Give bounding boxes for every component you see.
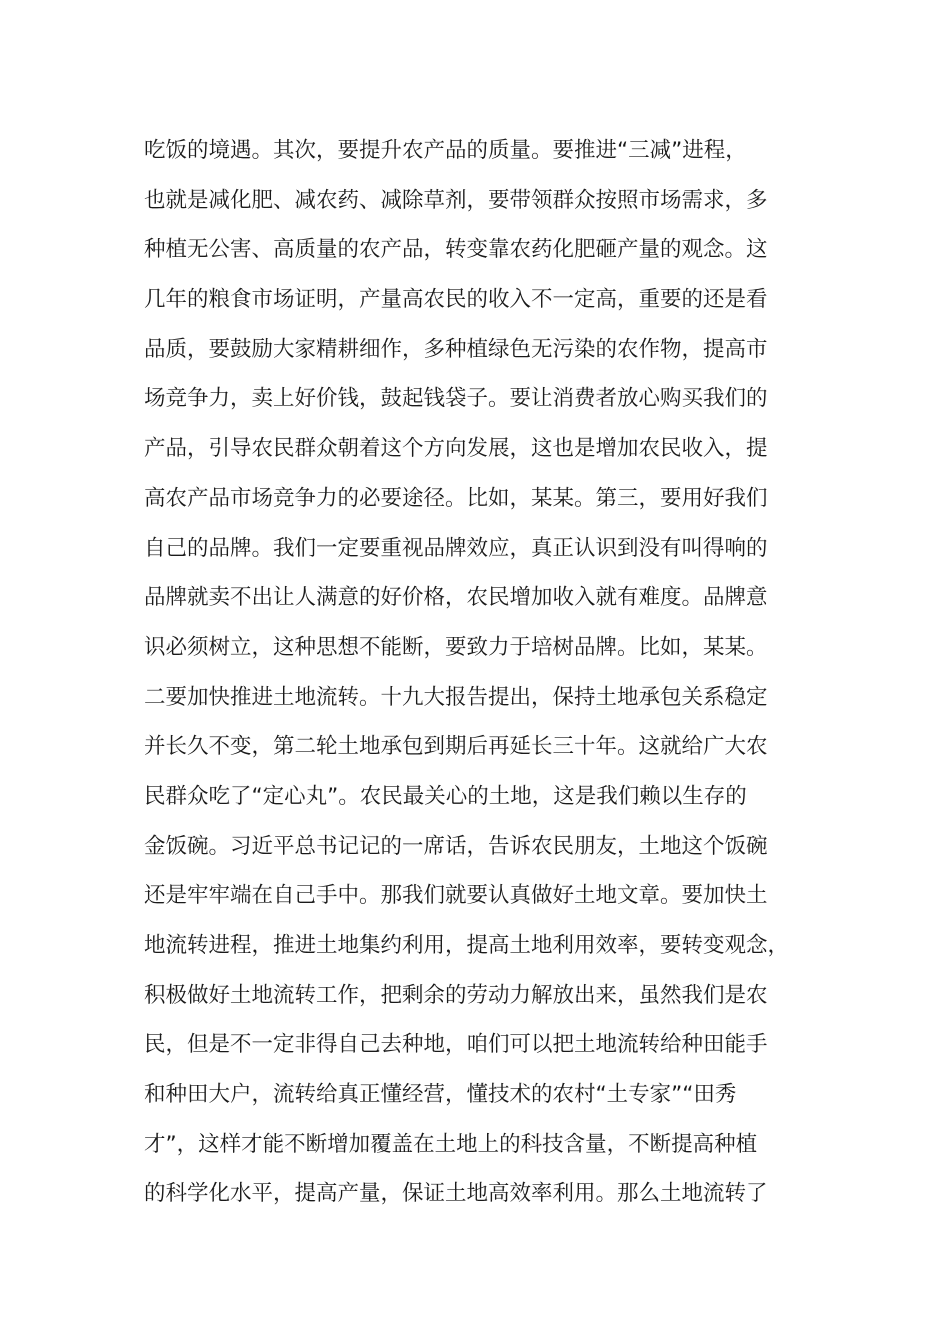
- text-line: 还是牢牢端在自己手中。那我们就要认真做好土地文章。要加快土: [144, 883, 768, 909]
- text-line: 民群众吃了“定心丸”。农民最关心的土地，这是我们赖以生存的: [144, 783, 747, 809]
- text-line: 地流转进程，推进土地集约利用，提高土地利用效率，要转变观念，: [144, 933, 790, 958]
- text-line: 积极做好土地流转工作，把剩余的劳动力解放出来，虽然我们是农: [144, 982, 768, 1008]
- text-line: 品牌就卖不出让人满意的好价格，农民增加收入就有难度。品牌意: [144, 585, 768, 611]
- text-line: 也就是减化肥、减农药、减除草剂，要带领群众按照市场需求，多: [144, 187, 768, 213]
- text-line: 几年的粮食市场证明，产量高农民的收入不一定高，重要的还是看: [144, 287, 768, 313]
- text-line: 场竞争力，卖上好价钱，鼓起钱袋子。要让消费者放心购买我们的: [144, 386, 768, 412]
- text-line: 种植无公害、高质量的农产品，转变靠农药化肥砸产量的观念。这: [144, 237, 768, 263]
- text-line: 二要加快推进土地流转。十九大报告提出，保持土地承包关系稳定: [144, 684, 768, 710]
- text-line: 吃饭的境遇。其次，要提升农产品的质量。要推进“三减”进程，: [144, 138, 747, 163]
- text-line: 自己的品牌。我们一定要重视品牌效应，真正认识到没有叫得响的: [144, 535, 768, 561]
- text-line: 并长久不变，第二轮土地承包到期后再延长三十年。这就给广大农: [144, 734, 768, 760]
- text-line: 才”，这样才能不断增加覆盖在土地上的科技含量，不断提高种植: [144, 1131, 758, 1157]
- text-line: 高农产品市场竞争力的必要途径。比如，某某。第三，要用好我们: [144, 485, 768, 511]
- text-line: 和种田大户，流转给真正懂经营，懂技术的农村“土专家”“田秀: [144, 1082, 737, 1108]
- text-line: 产品，引导农民群众朝着这个方向发展，这也是增加农民收入，提: [144, 436, 768, 462]
- text-line: 识必须树立，这种思想不能断，要致力于培树品牌。比如，某某。: [144, 634, 768, 660]
- text-line: 品质，要鼓励大家精耕细作，多种植绿色无污染的农作物，提高市: [144, 336, 768, 362]
- text-line: 民，但是不一定非得自己去种地，咱们可以把土地流转给种田能手: [144, 1032, 768, 1058]
- text-line: 金饭碗。习近平总书记记的一席话，告诉农民朋友，土地这个饭碗: [144, 833, 768, 859]
- body-text: [144, 126, 824, 1219]
- text-line: 的科学化水平，提高产量，保证土地高效率利用。那么土地流转了: [144, 1181, 768, 1207]
